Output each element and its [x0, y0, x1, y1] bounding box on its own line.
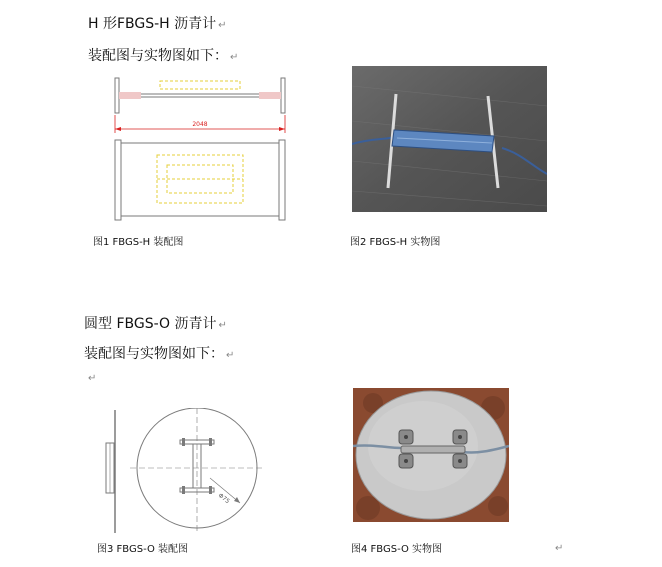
paragraph-mark: ↵ [88, 373, 97, 384]
fig4-photo [353, 388, 509, 522]
paragraph-mark: ↵ [218, 20, 227, 31]
top-view [115, 78, 285, 133]
front-view [115, 140, 285, 220]
fig3-caption: 图3 FBGS-O 装配图 [97, 544, 189, 555]
section1-title: H 形FBGS-H 沥青计 ↵ [88, 16, 227, 32]
fig3-assembly-drawing [100, 408, 270, 538]
fig1-caption: 图1 FBGS-H 装配图 [93, 237, 184, 248]
section1-subtitle: 装配图与实物图如下： ↵ [88, 48, 239, 64]
fig4-caption: 图4 FBGS-O 实物图 [351, 544, 443, 555]
fig2-photo [352, 66, 547, 212]
diameter-label: Φ75 [216, 492, 231, 506]
fig2-caption: 图2 FBGS-H 实物图 [350, 237, 441, 248]
fig1-assembly-drawing [105, 75, 295, 225]
paragraph-mark: ↵ [555, 543, 564, 554]
section2-title: 圆型 FBGS-O 沥青计 ↵ [84, 316, 227, 332]
paragraph-mark: ↵ [230, 52, 239, 63]
section2-subtitle: 装配图与实物图如下： ↵ [84, 346, 235, 362]
paragraph-mark: ↵ [226, 350, 235, 361]
paragraph-mark: ↵ [218, 320, 227, 331]
dimension-label: 2048 [192, 121, 208, 128]
